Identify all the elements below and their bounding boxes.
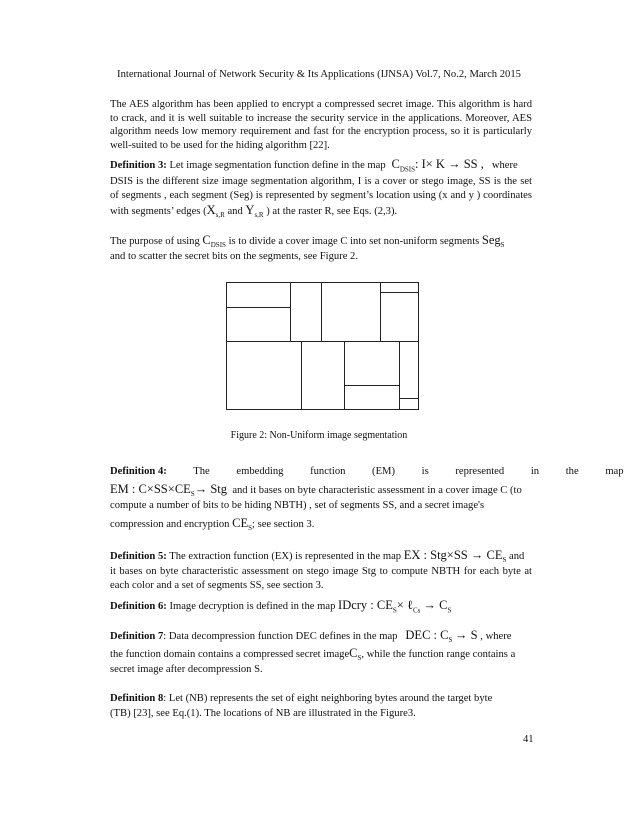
purpose-line1: The purpose of using $C_{DSIS}$ is to divide a cover image C into set non-uniform segments Seg$_S$ — [110, 233, 505, 250]
definition-3-intro: Let image segmentation function define in the map — [169, 160, 386, 171]
segment — [226, 307, 291, 342]
definition-3-label: Definition 3: — [110, 160, 167, 171]
definition-3-map: $C_{DSIS}$: I× K → SS , — [391, 157, 484, 174]
figure-2-caption: Figure 2: Non-Uniform image segmentation — [230, 430, 408, 441]
definition-4-line3: compute a number of bits to be hiding NBTH) , set of segments SS, and a secret image's — [110, 500, 485, 511]
segment — [380, 292, 419, 342]
definition-3-body: DSIS is the different size image segmentation algorithm, I is a cover or stego image, SS is the set of segments , each segment (Seg) is represented by segment’s location using (x and y ) coordinates with segments’ edges ($X_{s,R}$ and $Y_{s,R}$ ) at the raster R, see Eqs. (2,3). — [110, 176, 532, 220]
definition-6: Definition 6: Image decryption is defined in the map IDcry : $CE_S\times$ ℓ$_{Cs}$ → $C_S$ — [110, 598, 452, 615]
definition-4-line1: Definition 4: The embedding function (EM) is represented in the map — [110, 466, 624, 477]
definition-8-line1: Definition 8: Let (NB) represents the set of eight neighboring bytes around the target byte — [110, 693, 493, 704]
definition-3-line1 — [110, 157, 532, 174]
definition-4-line2: EM : $C\times SS\times CE_S\to$ Stg and it bases on byte characteristic assessment in a cover image C (to — [110, 482, 522, 499]
paragraph-aes: The AES algorithm has been applied to encrypt a compressed secret image. This algorithm is hard to crack, and it is well suitable to increase the security service in the applications. Moreover, AES algorithm needs low memory requirement and fast for the encryption process, so it is particularly well-suited to be used for the hiding algorithm [22]. — [110, 99, 532, 151]
segment — [226, 282, 291, 308]
purpose-line2: and to scatter the secret bits on the segments, see Figure 2. — [110, 251, 359, 262]
definition-4-line4: compression and encryption $CE_S$; see section 3. — [110, 516, 315, 533]
segment — [290, 282, 322, 342]
definition-8-line2: (TB) [23], see Eq.(1). The locations of NB are illustrated in the Figure3. — [110, 708, 416, 719]
page-number: 41 — [523, 734, 534, 745]
segment — [344, 341, 400, 386]
definition-5-line1: Definition 5: The extraction function (EX) is represented in the map EX : $Stg\times SS \to CE_S$ and — [110, 548, 525, 565]
definition-3-where: where — [491, 160, 518, 171]
image-decryption-formula: IDcry : $CE_S\times$ ℓ$_{Cs}$ → $C_S$ — [338, 598, 452, 615]
segment — [301, 341, 345, 410]
segment — [226, 341, 302, 410]
segmentation-figure — [226, 282, 419, 410]
segment — [344, 385, 400, 410]
definition-7-line2: the function domain contains a compressed secret imageC$_S$, while the function range contains a — [110, 646, 516, 663]
running-header: International Journal of Network Security & Its Applications (IJNSA) Vol.7, No.2, March 2015 — [117, 69, 521, 80]
segment — [399, 398, 419, 410]
segment — [399, 341, 419, 399]
segment — [321, 282, 381, 342]
definition-5-body: it bases on byte characteristic assessment on stego image Stg to compute NBTH for each byte at each color and a set of segments SS, see section 3. — [110, 566, 532, 591]
definition-7-line1: Definition 7: Data decompression function DEC defines in the map DEC : $C_S \to S$ , where — [110, 628, 512, 645]
definition-7-line3: secret image after decompression S. — [110, 664, 263, 675]
